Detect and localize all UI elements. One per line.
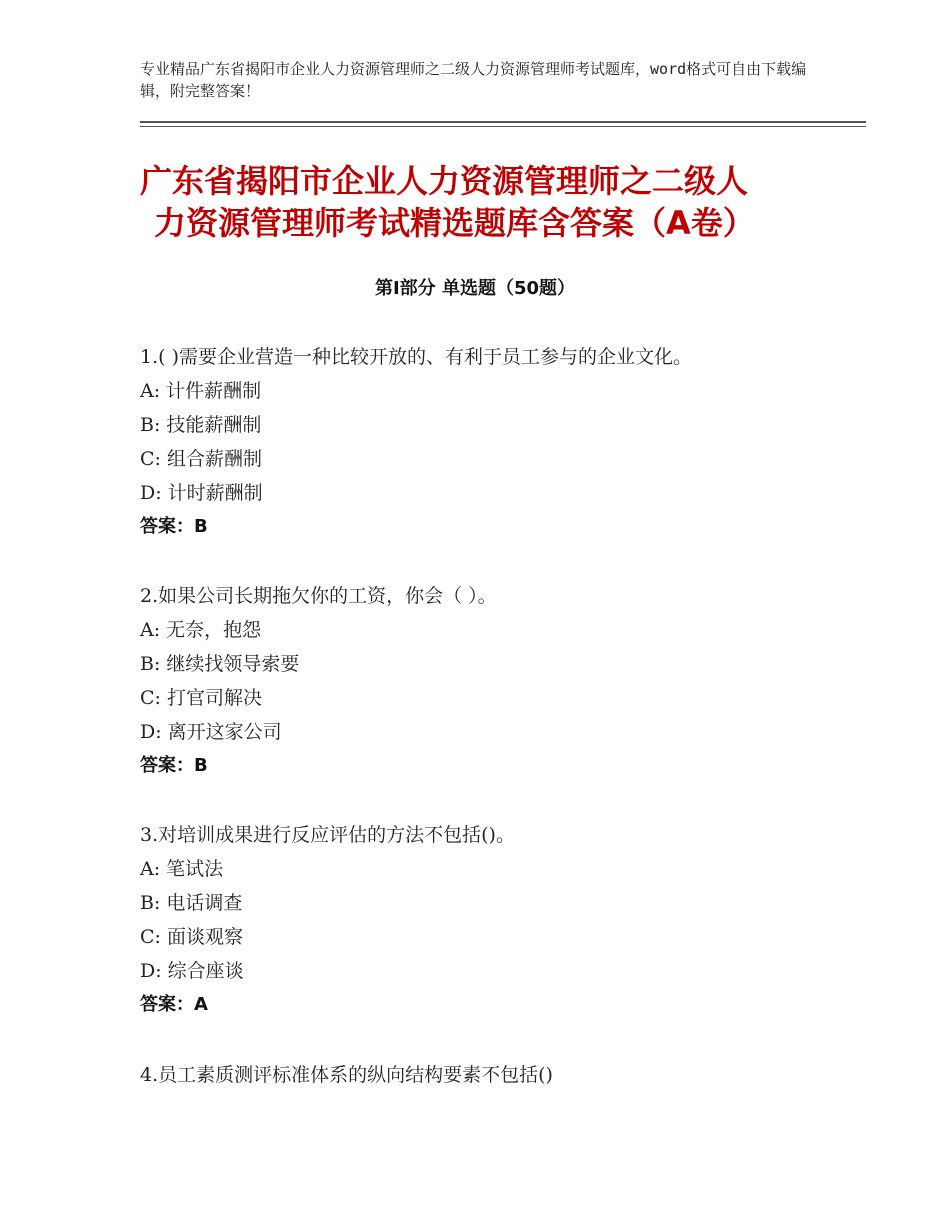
answer: 答案：A [140, 994, 208, 1015]
option-b: B: 电话调查 [140, 892, 243, 914]
header-note: 专业精品广东省揭阳市企业人力资源管理师之二级人力资源管理师考试题库，word格式可自由下载编辑，附完整答案！ [140, 60, 807, 100]
option-c: C: 面谈观察 [140, 926, 243, 948]
question-stem: 3.对培训成果进行反应评估的方法不包括()。 [140, 824, 515, 846]
option-a: A: 无奈，抱怨 [140, 619, 262, 641]
option-d: D: 综合座谈 [140, 960, 244, 982]
question-stem: 1.( )需要企业营造一种比较开放的、有利于员工参与的企业文化。 [140, 346, 692, 368]
option-d: D: 计时薪酬制 [140, 482, 263, 504]
option-a: A: 笔试法 [140, 858, 224, 880]
header-divider-thin [140, 126, 866, 127]
question-1 [140, 340, 840, 544]
question-3 [140, 818, 840, 1022]
title-line-1: 广东省揭阳市企业人力资源管理师之二级人 [140, 162, 749, 200]
option-c: C: 组合薪酬制 [140, 448, 262, 470]
answer: 答案：B [140, 516, 208, 537]
question-stem: 2.如果公司长期拖欠你的工资，你会（ ）。 [140, 585, 497, 607]
answer: 答案：B [140, 755, 208, 776]
option-b: B: 技能薪酬制 [140, 414, 262, 436]
question-4 [140, 1058, 840, 1092]
section-title: 第Ⅰ部分 单选题（50题） [374, 278, 575, 299]
option-c: C: 打官司解决 [140, 687, 262, 709]
question-stem: 4.员工素质测评标准体系的纵向结构要素不包括() [140, 1064, 553, 1086]
option-b: B: 继续找领导索要 [140, 653, 300, 675]
option-d: D: 离开这家公司 [140, 721, 282, 743]
title-line-2: 力资源管理师考试精选题库含答案（A卷） [154, 204, 755, 242]
option-a: A: 计件薪酬制 [140, 380, 262, 402]
question-2 [140, 579, 840, 783]
document-title [140, 160, 830, 244]
header-divider-thick [140, 121, 866, 123]
